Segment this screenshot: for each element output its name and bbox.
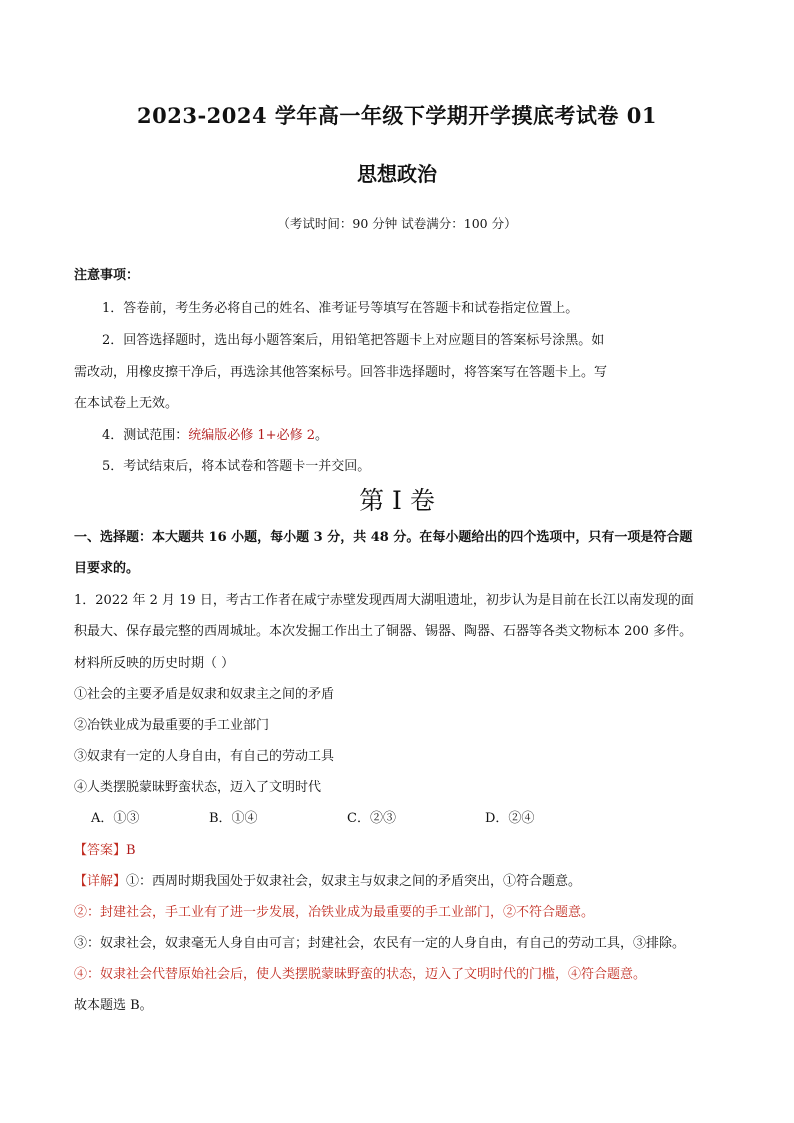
option-c: C．②③ [347, 811, 396, 826]
exam-info: （考试时间：90 分钟 试卷满分：100 分） [277, 216, 517, 231]
detail-line-4: ④：奴隶社会代替原始社会后，使人类摆脱蒙昧野蛮的状态，迈入了文明时代的门槛，④符合题意。 [74, 967, 647, 982]
detail-line-3: ③：奴隶社会，奴隶毫无人身自由可言；封建社会，农民有一定的人身自由，有自己的劳动工具，③排除。 [74, 936, 686, 951]
notice-item-4-suffix: 。 [314, 428, 328, 443]
answer-tag: 【答案】 [74, 843, 127, 858]
section-instruction-line-1: 一、选择题：本大题共 16 小题，每小题 3 分，共 48 分。在每小题给出的四个选项中，只有一项是符合题 [74, 530, 693, 545]
exam-title: 2023-2024 学年高一年级下学期开学摸底考试卷 01 [137, 103, 657, 128]
section-heading: 第 I 卷 [359, 486, 435, 515]
section-instruction-line-2: 目要求的。 [74, 561, 140, 576]
detail-line-2: ②：封建社会，手工业有了进一步发展，冶铁业成为最重要的手工业部门，②不符合题意。 [74, 905, 595, 920]
question-1-stem-line-2: 积最大、保存最完整的西周城址。本次发掘工作出土了铜器、锡器、陶器、石器等各类文物标本 200 多件。 [74, 624, 693, 639]
notice-item-5: 5．考试结束后，将本试卷和答题卡一并交回。 [102, 459, 371, 474]
question-1-stem-line-1: 1．2022 年 2 月 19 日，考古工作者在咸宁赤壁发现西周大湖咀遗址，初步认为是目前在长江以南发现的面 [74, 593, 694, 608]
answer-value: B [126, 843, 136, 858]
notice-item-4 [102, 424, 328, 443]
conclusion: 故本题选 B。 [74, 998, 153, 1013]
detail-line-1-wrap [74, 870, 581, 889]
question-1-stem-line-3: 材料所反映的历史时期（ ） [74, 656, 235, 671]
answer-line [74, 839, 136, 858]
notice-item-2-line-2: 需改动，用橡皮擦干净后，再选涂其他答案标号。回答非选择题时，将答案写在答题卡上。写 [74, 365, 608, 380]
detail-tag: 【详解】 [74, 874, 127, 889]
notice-item-4-prefix: 4．测试范围： [102, 428, 189, 443]
statement-2: ②冶铁业成为最重要的手工业部门 [74, 718, 270, 733]
test-scope: 统编版必修 1+必修 2 [188, 428, 315, 443]
notice-item-2-line-1: 2．回答选择题时，选出每小题答案后，用铅笔把答题卡上对应题目的答案标号涂黑。如 [102, 333, 605, 348]
statement-3: ③奴隶有一定的人身自由，有自己的劳动工具 [74, 749, 335, 764]
option-a: A．①③ [91, 811, 140, 826]
option-d: D．②④ [485, 811, 535, 826]
notice-item-1: 1．答卷前，考生务必将自己的姓名、准考证号等填写在答题卡和试卷指定位置上。 [102, 301, 579, 316]
notice-title: 注意事项： [74, 268, 140, 283]
statement-4: ④人类摆脱蒙昧野蛮状态，迈入了文明时代 [74, 780, 322, 795]
notice-item-2-line-3: 在本试卷上无效。 [74, 396, 179, 411]
detail-line-1: ①：西周时期我国处于奴隶社会，奴隶主与奴隶之间的矛盾突出，①符合题意。 [126, 874, 582, 889]
statement-1: ①社会的主要矛盾是奴隶和奴隶主之间的矛盾 [74, 687, 335, 702]
option-b: B．①④ [209, 811, 258, 826]
subject-title: 思想政治 [357, 162, 437, 186]
